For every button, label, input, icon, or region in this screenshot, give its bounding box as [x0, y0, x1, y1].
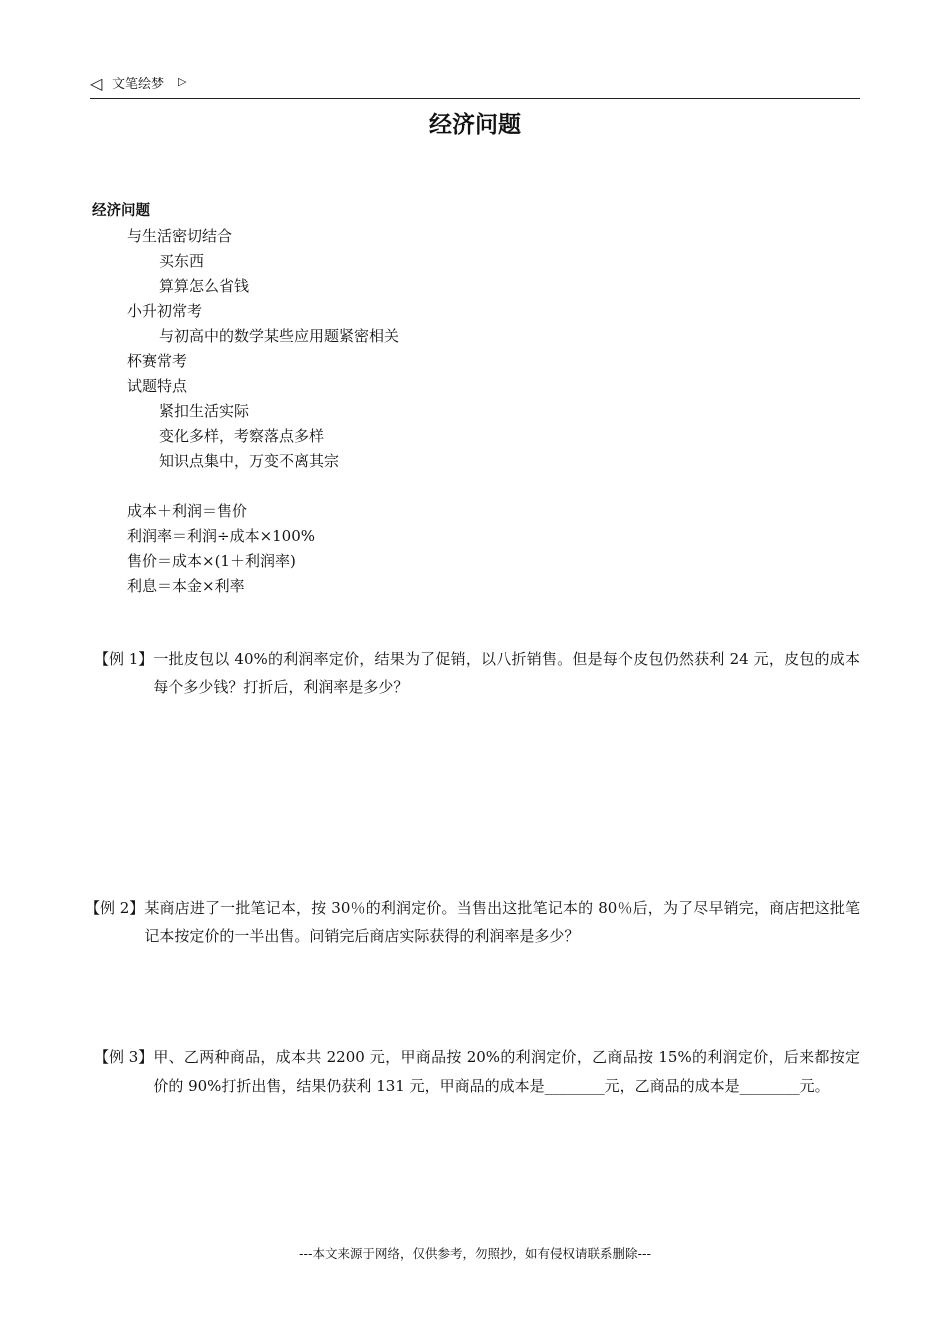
- example-label: 【例 1】: [94, 650, 154, 668]
- example-text: 一批皮包以 40%的利润率定价，结果为了促销，以八折销售。但是每个皮包仍然获利 24 元，皮包的成本每个多少钱？打折后，利润率是多少？: [153, 650, 860, 696]
- outline-heading: 经济问题: [92, 203, 150, 219]
- outline-item: 试题特点: [127, 377, 188, 395]
- formula-line: 利润率＝利润÷成本×100%: [127, 527, 316, 545]
- example-2: [85, 894, 860, 950]
- example-3: [94, 1043, 860, 1101]
- left-triangle-icon: ◁: [90, 74, 103, 93]
- example-label: 【例 2】: [85, 899, 145, 917]
- formula-line: 成本＋利润＝售价: [127, 502, 248, 520]
- example-1: [94, 645, 860, 701]
- example-text: 某商店进了一批笔记本，按 30％的利润定价。当售出这批笔记本的 80％后，为了尽早销完，商店把这批笔记本按定价的一半出售。问销完后商店实际获得的利润率是多少？: [144, 899, 860, 945]
- outline-item: 小升初常考: [127, 302, 203, 320]
- outline-spacer: [92, 474, 399, 499]
- outline-subitem: 知识点集中，万变不离其宗: [159, 452, 340, 470]
- outline-item: 与生活密切结合: [127, 227, 233, 245]
- example-label: 【例 3】: [94, 1048, 154, 1066]
- outline-item: 杯赛常考: [127, 352, 188, 370]
- outline-subitem: 算算怎么省钱: [159, 277, 250, 295]
- example-text: 甲、乙两种商品，成本共 2200 元，甲商品按 20%的利润定价，乙商品按 15%的利润定价，后来都按定价的 90%打折出售，结果仍获利 131 元，甲商品的成本是________元，乙商品的成本是________元。: [153, 1048, 860, 1095]
- formula-line: 利息＝本金×利率: [127, 577, 245, 595]
- topic-outline: [92, 199, 399, 599]
- outline-subitem: 紧扣生活实际: [159, 402, 250, 420]
- page-footer: ---本文来源于网络，仅供参考，勿照抄，如有侵权请联系删除---: [298, 1246, 652, 1261]
- page-title: 经济问题: [429, 112, 521, 138]
- outline-subitem: 与初高中的数学某些应用题紧密相关: [159, 327, 400, 345]
- outline-subitem: 买东西: [159, 252, 205, 270]
- formula-line: 售价＝成本×(1＋利润率): [127, 552, 296, 570]
- right-triangle-icon: ▷: [178, 75, 187, 88]
- outline-subitem: 变化多样，考察落点多样: [159, 427, 325, 445]
- page-header: [90, 74, 860, 99]
- header-brand: 文笔绘梦: [112, 77, 165, 92]
